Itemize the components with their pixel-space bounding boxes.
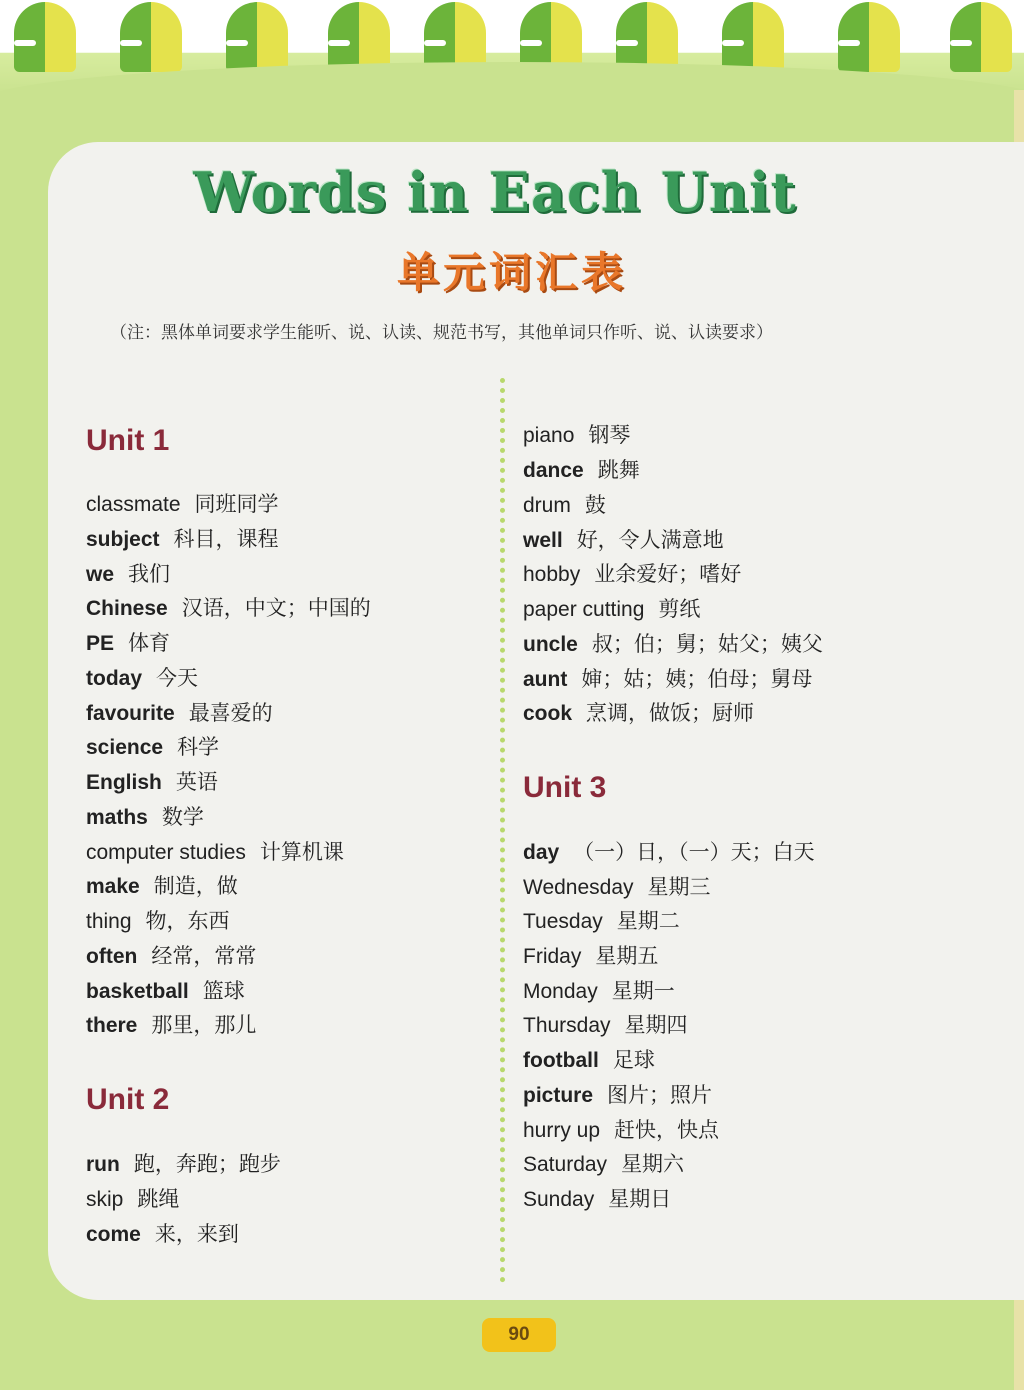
leaf-icon (950, 2, 1012, 72)
list-item: aunt 婶；姑；姨；伯母；舅母 (523, 668, 813, 691)
page-subtitle: 单元词汇表 (396, 248, 627, 297)
list-item: there 那里，那儿 (86, 1014, 257, 1037)
list-item: Thursday 星期四 (523, 1014, 688, 1037)
list-item: paper cutting 剪纸 (523, 598, 701, 621)
list-item: classmate 同班同学 (86, 493, 279, 516)
list-item: Saturday 星期六 (523, 1153, 685, 1176)
list-item: hurry up 赶快，快点 (523, 1119, 720, 1142)
list-item: dance 跳舞 (523, 459, 640, 482)
list-item: skip 跳绳 (86, 1188, 180, 1211)
list-item: picture 图片；照片 (523, 1084, 713, 1107)
list-item: cook 烹调，做饭；厨师 (523, 702, 755, 725)
leaf-icon (14, 2, 76, 72)
list-item: Tuesday 星期二 (523, 910, 680, 933)
list-item: run 跑，奔跑；跑步 (86, 1153, 281, 1176)
list-item: basketball 篮球 (86, 980, 245, 1003)
list-item: Wednesday 星期三 (523, 876, 711, 899)
column-divider (500, 378, 505, 1283)
list-item: subject 科目，课程 (86, 528, 279, 551)
list-item: Monday 星期一 (523, 980, 675, 1003)
leaf-icon (722, 2, 784, 72)
list-item: maths 数学 (86, 806, 204, 829)
list-item: favourite 最喜爱的 (86, 702, 273, 725)
list-item: make 制造，做 (86, 875, 238, 898)
list-item: thing 物，东西 (86, 910, 230, 933)
page-number: 90 (482, 1318, 556, 1352)
list-item: piano 钢琴 (523, 424, 631, 447)
list-item: uncle 叔；伯；舅；姑父；姨父 (523, 633, 823, 656)
list-item: Sunday 星期日 (523, 1188, 672, 1211)
list-item: today 今天 (86, 667, 199, 690)
list-item: football 足球 (523, 1049, 655, 1072)
list-item: Chinese 汉语，中文；中国的 (86, 597, 371, 620)
list-item: science 科学 (86, 736, 220, 759)
leaf-icon (616, 2, 678, 72)
list-item: day （一）日，（一）天；白天 (523, 841, 815, 864)
leaf-icon (838, 2, 900, 72)
leaf-icon (328, 2, 390, 72)
leaf-icon (226, 2, 288, 72)
list-item: often 经常，常常 (86, 945, 257, 968)
list-item: Friday 星期五 (523, 945, 659, 968)
usage-note: （注：黑体单词要求学生能听、说、认读、规范书写，其他单词只作听、说、认读要求） (110, 323, 773, 342)
leaf-icon (120, 2, 182, 72)
top-decoration (0, 0, 1024, 95)
unit-heading: Unit 3 (523, 771, 607, 804)
list-item: computer studies 计算机课 (86, 841, 344, 864)
page-title: Words in Each Unit (193, 160, 797, 224)
unit-heading: Unit 1 (86, 424, 170, 457)
list-item: come 来，来到 (86, 1223, 239, 1246)
list-item: we 我们 (86, 563, 171, 586)
unit-heading: Unit 2 (86, 1083, 170, 1116)
list-item: English 英语 (86, 771, 218, 794)
list-item: drum 鼓 (523, 494, 606, 517)
list-item: hobby 业余爱好；嗜好 (523, 563, 742, 586)
list-item: PE 体育 (86, 632, 171, 655)
list-item: well 好，令人满意地 (523, 529, 724, 552)
